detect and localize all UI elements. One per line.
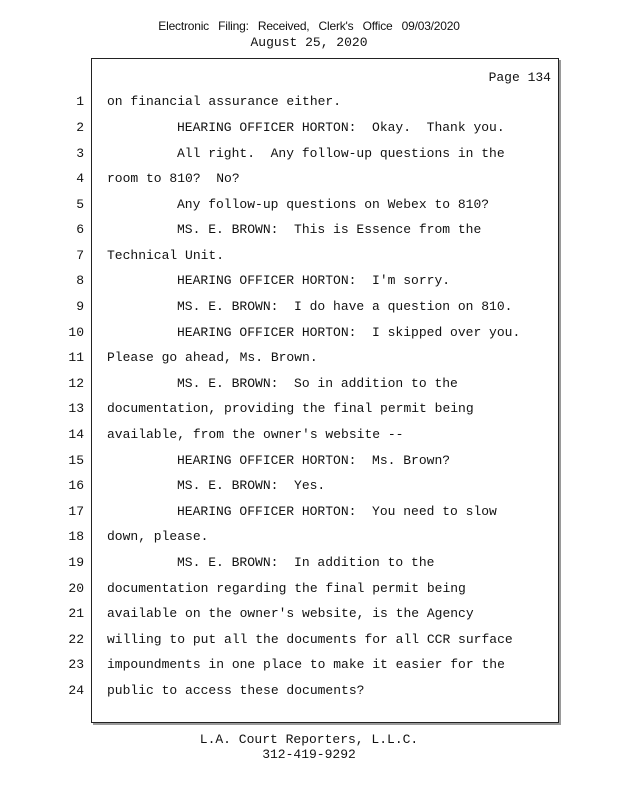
line-text: Please go ahead, Ms. Brown.	[107, 350, 318, 365]
line-3	[0, 146, 600, 164]
line-number: 19	[68, 555, 84, 570]
line-text: willing to put all the documents for all CCR surface	[107, 632, 513, 647]
reporter-phone: 312-419-9292	[262, 747, 356, 762]
electronic-filing-stamp: Electronic Filing: Received, Clerk's Office 09/03/2020	[158, 19, 460, 33]
line-12	[0, 376, 600, 394]
line-5	[0, 197, 600, 215]
line-13	[0, 401, 600, 419]
line-number: 7	[76, 248, 84, 263]
line-text: MS. E. BROWN: Yes.	[177, 478, 326, 493]
line-number: 4	[76, 171, 84, 186]
line-number: 15	[68, 453, 84, 468]
line-1	[0, 94, 600, 112]
line-text: available on the owner's website, is the Agency	[107, 606, 474, 621]
line-22	[0, 632, 600, 650]
line-number: 9	[76, 299, 84, 314]
line-number: 1	[76, 94, 84, 109]
line-text: room to 810? No?	[107, 171, 240, 186]
line-2	[0, 120, 600, 138]
line-number: 8	[76, 273, 84, 288]
line-text: documentation regarding the final permit being	[107, 581, 466, 596]
line-7	[0, 248, 600, 266]
line-text: HEARING OFFICER HORTON: I skipped over you.	[177, 325, 521, 340]
line-text: HEARING OFFICER HORTON: Ms. Brown?	[177, 453, 451, 468]
line-text: All right. Any follow-up questions in the	[177, 146, 505, 161]
line-text: documentation, providing the final permit being	[107, 401, 474, 416]
hearing-date: August 25, 2020	[250, 35, 368, 50]
page-number: Page 134	[488, 70, 551, 85]
line-number: 20	[68, 581, 84, 596]
line-number: 14	[68, 427, 84, 442]
line-text: impoundments in one place to make it easier for the	[107, 657, 505, 672]
line-text: down, please.	[107, 529, 209, 544]
line-18	[0, 529, 600, 547]
line-6	[0, 222, 600, 240]
line-text: MS. E. BROWN: In addition to the	[177, 555, 435, 570]
line-text: HEARING OFFICER HORTON: You need to slow	[177, 504, 497, 519]
line-24	[0, 683, 600, 701]
line-23	[0, 657, 600, 675]
line-10	[0, 325, 600, 343]
line-20	[0, 581, 600, 599]
line-number: 2	[76, 120, 84, 135]
line-number: 13	[68, 401, 84, 416]
line-number: 5	[76, 197, 84, 212]
line-15	[0, 453, 600, 471]
line-number: 17	[68, 504, 84, 519]
line-text: MS. E. BROWN: So in addition to the	[177, 376, 458, 391]
line-14	[0, 427, 600, 445]
line-number: 6	[76, 222, 84, 237]
line-number: 16	[68, 478, 84, 493]
line-number: 11	[68, 350, 84, 365]
line-11	[0, 350, 600, 368]
line-17	[0, 504, 600, 522]
line-4	[0, 171, 600, 189]
line-text: Technical Unit.	[107, 248, 225, 263]
line-number: 3	[76, 146, 84, 161]
line-number: 22	[68, 632, 84, 647]
line-number: 24	[68, 683, 84, 698]
line-text: public to access these documents?	[107, 683, 365, 698]
line-8	[0, 273, 600, 291]
line-text: HEARING OFFICER HORTON: I'm sorry.	[177, 273, 451, 288]
line-19	[0, 555, 600, 573]
line-text: MS. E. BROWN: This is Essence from the	[177, 222, 482, 237]
line-text: HEARING OFFICER HORTON: Okay. Thank you.	[177, 120, 505, 135]
line-number: 12	[68, 376, 84, 391]
line-text: Any follow-up questions on Webex to 810?	[177, 197, 490, 212]
line-16	[0, 478, 600, 496]
line-9	[0, 299, 600, 317]
line-number: 21	[68, 606, 84, 621]
line-number: 23	[68, 657, 84, 672]
line-text: available, from the owner's website --	[107, 427, 404, 442]
line-21	[0, 606, 600, 624]
line-text: MS. E. BROWN: I do have a question on 810.	[177, 299, 513, 314]
line-text: on financial assurance either.	[107, 94, 342, 109]
reporter-company: L.A. Court Reporters, L.L.C.	[199, 732, 419, 747]
line-number: 18	[68, 529, 84, 544]
line-number: 10	[68, 325, 84, 340]
